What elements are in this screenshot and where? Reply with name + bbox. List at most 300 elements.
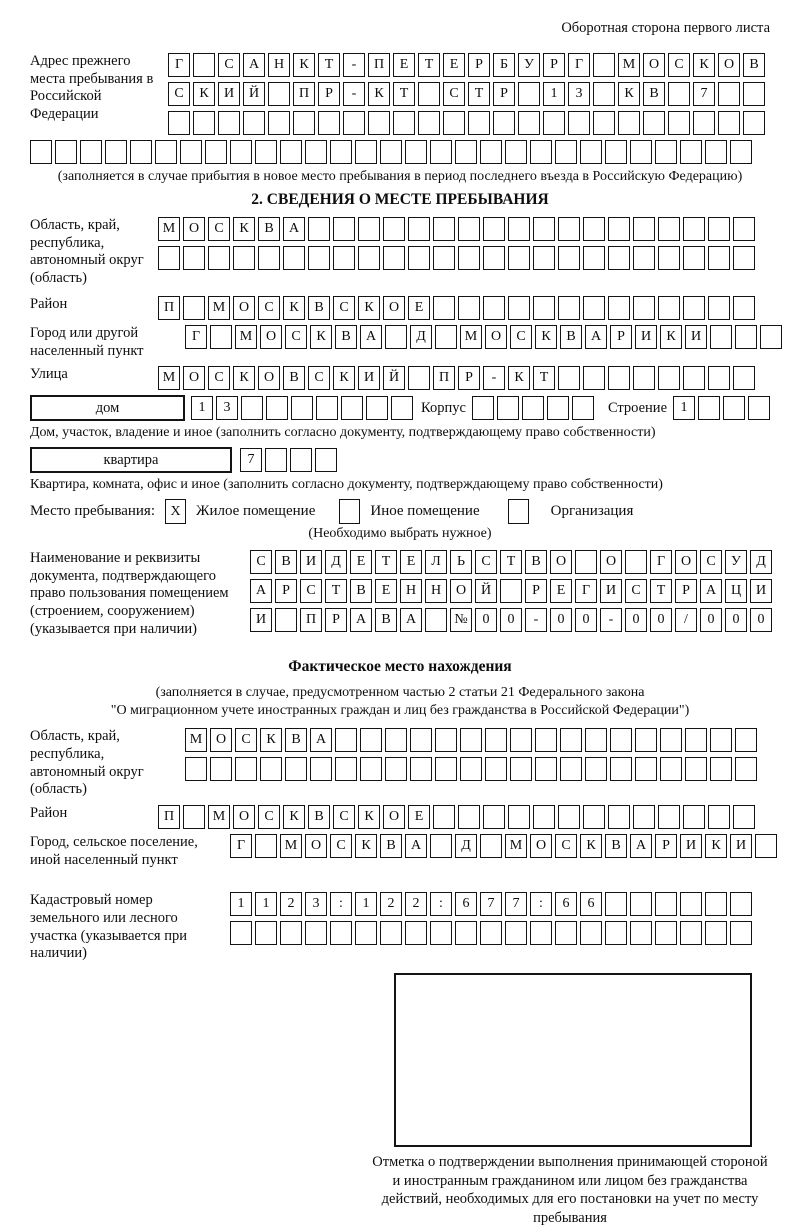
- char-cell[interactable]: [255, 140, 277, 164]
- char-cell[interactable]: В: [350, 579, 372, 603]
- char-cell[interactable]: Р: [525, 579, 547, 603]
- char-cell[interactable]: О: [260, 325, 282, 349]
- char-cell[interactable]: Т: [500, 550, 522, 574]
- char-cell[interactable]: [543, 111, 565, 135]
- char-cell[interactable]: [305, 140, 327, 164]
- char-cell[interactable]: Т: [375, 550, 397, 574]
- char-cell[interactable]: В: [525, 550, 547, 574]
- char-cell[interactable]: 0: [625, 608, 647, 632]
- char-cell[interactable]: [505, 140, 527, 164]
- char-cell[interactable]: [555, 140, 577, 164]
- char-cell[interactable]: [483, 217, 505, 241]
- char-cell[interactable]: М: [208, 805, 230, 829]
- char-cell[interactable]: Н: [268, 53, 290, 77]
- char-cell[interactable]: [255, 921, 277, 945]
- char-cell[interactable]: К: [283, 805, 305, 829]
- char-cell[interactable]: [593, 82, 615, 106]
- char-cell[interactable]: [668, 82, 690, 106]
- char-cell[interactable]: [508, 217, 530, 241]
- char-cell[interactable]: [485, 757, 507, 781]
- char-cell[interactable]: О: [550, 550, 572, 574]
- char-cell[interactable]: [280, 921, 302, 945]
- char-cell[interactable]: [333, 246, 355, 270]
- char-cell[interactable]: -: [483, 366, 505, 390]
- char-cell[interactable]: Г: [568, 53, 590, 77]
- char-cell[interactable]: [655, 921, 677, 945]
- char-cell[interactable]: И: [600, 579, 622, 603]
- char-cell[interactable]: [733, 296, 755, 320]
- char-cell[interactable]: [391, 396, 413, 420]
- char-cell[interactable]: [333, 217, 355, 241]
- char-cell[interactable]: Е: [443, 53, 465, 77]
- char-cell[interactable]: [583, 366, 605, 390]
- char-cell[interactable]: [308, 246, 330, 270]
- char-cell[interactable]: О: [485, 325, 507, 349]
- char-cell[interactable]: К: [355, 834, 377, 858]
- char-cell[interactable]: [385, 325, 407, 349]
- char-cell[interactable]: [455, 921, 477, 945]
- char-cell[interactable]: [366, 396, 388, 420]
- char-cell[interactable]: [718, 111, 740, 135]
- char-cell[interactable]: Е: [350, 550, 372, 574]
- char-cell[interactable]: [718, 82, 740, 106]
- char-cell[interactable]: [243, 111, 265, 135]
- char-cell[interactable]: [330, 140, 352, 164]
- char-cell[interactable]: [698, 396, 720, 420]
- char-cell[interactable]: [568, 111, 590, 135]
- char-cell[interactable]: Г: [168, 53, 190, 77]
- char-cell[interactable]: [455, 140, 477, 164]
- char-cell[interactable]: А: [585, 325, 607, 349]
- char-cell[interactable]: [680, 140, 702, 164]
- char-cell[interactable]: [733, 246, 755, 270]
- char-cell[interactable]: [480, 140, 502, 164]
- char-cell[interactable]: [493, 111, 515, 135]
- char-cell[interactable]: [408, 246, 430, 270]
- char-cell[interactable]: [730, 921, 752, 945]
- char-cell[interactable]: О: [305, 834, 327, 858]
- char-cell[interactable]: К: [233, 366, 255, 390]
- char-cell[interactable]: [655, 892, 677, 916]
- char-cell[interactable]: [155, 140, 177, 164]
- char-cell[interactable]: [410, 757, 432, 781]
- char-cell[interactable]: Б: [493, 53, 515, 77]
- char-cell[interactable]: И: [685, 325, 707, 349]
- char-cell[interactable]: [468, 111, 490, 135]
- char-cell[interactable]: [605, 140, 627, 164]
- char-cell[interactable]: [580, 140, 602, 164]
- char-cell[interactable]: [710, 325, 732, 349]
- char-cell[interactable]: В: [308, 805, 330, 829]
- char-cell[interactable]: 7: [480, 892, 502, 916]
- char-cell[interactable]: [418, 82, 440, 106]
- char-cell[interactable]: О: [600, 550, 622, 574]
- char-cell[interactable]: К: [660, 325, 682, 349]
- char-cell[interactable]: 0: [750, 608, 772, 632]
- char-cell[interactable]: Й: [243, 82, 265, 106]
- char-cell[interactable]: [241, 396, 263, 420]
- char-cell[interactable]: Т: [418, 53, 440, 77]
- char-cell[interactable]: [168, 111, 190, 135]
- char-cell[interactable]: [708, 805, 730, 829]
- char-cell[interactable]: [275, 608, 297, 632]
- char-cell[interactable]: 6: [455, 892, 477, 916]
- char-cell[interactable]: [710, 728, 732, 752]
- char-cell[interactable]: [660, 757, 682, 781]
- char-cell[interactable]: [735, 757, 757, 781]
- char-cell[interactable]: [230, 921, 252, 945]
- char-cell[interactable]: П: [158, 805, 180, 829]
- char-cell[interactable]: С: [258, 296, 280, 320]
- char-cell[interactable]: 3: [568, 82, 590, 106]
- char-cell[interactable]: [500, 579, 522, 603]
- char-cell[interactable]: [355, 140, 377, 164]
- char-cell[interactable]: А: [400, 608, 422, 632]
- char-cell[interactable]: О: [383, 296, 405, 320]
- char-cell[interactable]: П: [433, 366, 455, 390]
- char-cell[interactable]: О: [643, 53, 665, 77]
- char-cell[interactable]: [430, 140, 452, 164]
- char-cell[interactable]: [483, 296, 505, 320]
- char-cell[interactable]: 2: [380, 892, 402, 916]
- char-cell[interactable]: 6: [580, 892, 602, 916]
- char-cell[interactable]: [205, 140, 227, 164]
- char-cell[interactable]: [218, 111, 240, 135]
- char-cell[interactable]: Р: [543, 53, 565, 77]
- char-cell[interactable]: [458, 296, 480, 320]
- char-cell[interactable]: Й: [383, 366, 405, 390]
- char-cell[interactable]: О: [530, 834, 552, 858]
- char-cell[interactable]: [530, 140, 552, 164]
- char-cell[interactable]: [608, 366, 630, 390]
- char-cell[interactable]: [708, 296, 730, 320]
- char-cell[interactable]: [460, 757, 482, 781]
- char-cell[interactable]: [610, 757, 632, 781]
- char-cell[interactable]: [655, 140, 677, 164]
- char-cell[interactable]: [260, 757, 282, 781]
- char-cell[interactable]: К: [368, 82, 390, 106]
- char-cell[interactable]: [265, 448, 287, 472]
- char-cell[interactable]: 1: [673, 396, 695, 420]
- char-cell[interactable]: [383, 246, 405, 270]
- char-cell[interactable]: Р: [610, 325, 632, 349]
- char-cell[interactable]: И: [218, 82, 240, 106]
- char-cell[interactable]: [435, 325, 457, 349]
- char-cell[interactable]: [460, 728, 482, 752]
- char-cell[interactable]: [360, 757, 382, 781]
- char-cell[interactable]: [472, 396, 494, 420]
- char-cell[interactable]: В: [643, 82, 665, 106]
- char-cell[interactable]: [580, 921, 602, 945]
- char-cell[interactable]: А: [283, 217, 305, 241]
- char-cell[interactable]: [533, 296, 555, 320]
- char-cell[interactable]: [435, 728, 457, 752]
- char-cell[interactable]: [608, 246, 630, 270]
- char-cell[interactable]: Е: [393, 53, 415, 77]
- char-cell[interactable]: И: [635, 325, 657, 349]
- char-cell[interactable]: [658, 805, 680, 829]
- char-cell[interactable]: С: [208, 366, 230, 390]
- char-cell[interactable]: К: [333, 366, 355, 390]
- char-cell[interactable]: [558, 246, 580, 270]
- zhiloe-checkbox[interactable]: X: [165, 499, 186, 524]
- char-cell[interactable]: [710, 757, 732, 781]
- char-cell[interactable]: :: [530, 892, 552, 916]
- char-cell[interactable]: 0: [650, 608, 672, 632]
- char-cell[interactable]: [593, 111, 615, 135]
- char-cell[interactable]: [480, 921, 502, 945]
- char-cell[interactable]: О: [183, 366, 205, 390]
- char-cell[interactable]: [733, 217, 755, 241]
- char-cell[interactable]: [480, 834, 502, 858]
- char-cell[interactable]: [430, 921, 452, 945]
- char-cell[interactable]: [408, 217, 430, 241]
- char-cell[interactable]: В: [258, 217, 280, 241]
- char-cell[interactable]: Р: [655, 834, 677, 858]
- char-cell[interactable]: [572, 396, 594, 420]
- char-cell[interactable]: Р: [318, 82, 340, 106]
- char-cell[interactable]: [755, 834, 777, 858]
- char-cell[interactable]: В: [283, 366, 305, 390]
- char-cell[interactable]: [685, 728, 707, 752]
- char-cell[interactable]: [268, 111, 290, 135]
- char-cell[interactable]: Д: [410, 325, 432, 349]
- char-cell[interactable]: [555, 921, 577, 945]
- char-cell[interactable]: [618, 111, 640, 135]
- char-cell[interactable]: [685, 757, 707, 781]
- char-cell[interactable]: [723, 396, 745, 420]
- char-cell[interactable]: 1: [355, 892, 377, 916]
- char-cell[interactable]: [535, 757, 557, 781]
- char-cell[interactable]: [593, 53, 615, 77]
- char-cell[interactable]: 0: [725, 608, 747, 632]
- char-cell[interactable]: [105, 140, 127, 164]
- char-cell[interactable]: К: [283, 296, 305, 320]
- char-cell[interactable]: С: [168, 82, 190, 106]
- char-cell[interactable]: [508, 805, 530, 829]
- char-cell[interactable]: [705, 140, 727, 164]
- char-cell[interactable]: [558, 805, 580, 829]
- char-cell[interactable]: С: [475, 550, 497, 574]
- char-cell[interactable]: [730, 140, 752, 164]
- char-cell[interactable]: М: [505, 834, 527, 858]
- char-cell[interactable]: [558, 366, 580, 390]
- char-cell[interactable]: [608, 805, 630, 829]
- char-cell[interactable]: [558, 296, 580, 320]
- char-cell[interactable]: Ц: [725, 579, 747, 603]
- char-cell[interactable]: [435, 757, 457, 781]
- char-cell[interactable]: [233, 246, 255, 270]
- char-cell[interactable]: Е: [375, 579, 397, 603]
- char-cell[interactable]: [283, 246, 305, 270]
- char-cell[interactable]: [510, 728, 532, 752]
- char-cell[interactable]: У: [725, 550, 747, 574]
- char-cell[interactable]: Р: [325, 608, 347, 632]
- char-cell[interactable]: -: [525, 608, 547, 632]
- char-cell[interactable]: [368, 111, 390, 135]
- char-cell[interactable]: Т: [650, 579, 672, 603]
- char-cell[interactable]: О: [233, 805, 255, 829]
- char-cell[interactable]: [183, 246, 205, 270]
- char-cell[interactable]: С: [510, 325, 532, 349]
- char-cell[interactable]: [510, 757, 532, 781]
- char-cell[interactable]: [633, 366, 655, 390]
- char-cell[interactable]: М: [618, 53, 640, 77]
- char-cell[interactable]: 7: [240, 448, 262, 472]
- char-cell[interactable]: С: [285, 325, 307, 349]
- char-cell[interactable]: Г: [650, 550, 672, 574]
- char-cell[interactable]: П: [300, 608, 322, 632]
- char-cell[interactable]: [733, 805, 755, 829]
- char-cell[interactable]: [425, 608, 447, 632]
- char-cell[interactable]: [255, 834, 277, 858]
- char-cell[interactable]: [408, 366, 430, 390]
- char-cell[interactable]: [230, 140, 252, 164]
- char-cell[interactable]: С: [333, 296, 355, 320]
- char-cell[interactable]: Т: [393, 82, 415, 106]
- char-cell[interactable]: С: [443, 82, 465, 106]
- char-cell[interactable]: [30, 140, 52, 164]
- char-cell[interactable]: 3: [216, 396, 238, 420]
- char-cell[interactable]: В: [380, 834, 402, 858]
- char-cell[interactable]: С: [668, 53, 690, 77]
- char-cell[interactable]: [483, 805, 505, 829]
- char-cell[interactable]: [630, 921, 652, 945]
- char-cell[interactable]: [683, 217, 705, 241]
- char-cell[interactable]: [341, 396, 363, 420]
- char-cell[interactable]: [705, 921, 727, 945]
- char-cell[interactable]: [668, 111, 690, 135]
- char-cell[interactable]: А: [700, 579, 722, 603]
- char-cell[interactable]: Л: [425, 550, 447, 574]
- char-cell[interactable]: [733, 366, 755, 390]
- char-cell[interactable]: М: [460, 325, 482, 349]
- char-cell[interactable]: Т: [468, 82, 490, 106]
- char-cell[interactable]: 7: [505, 892, 527, 916]
- char-cell[interactable]: М: [158, 217, 180, 241]
- char-cell[interactable]: С: [208, 217, 230, 241]
- char-cell[interactable]: Р: [468, 53, 490, 77]
- char-cell[interactable]: -: [343, 53, 365, 77]
- char-cell[interactable]: К: [693, 53, 715, 77]
- char-cell[interactable]: Е: [550, 579, 572, 603]
- char-cell[interactable]: У: [518, 53, 540, 77]
- char-cell[interactable]: Г: [185, 325, 207, 349]
- char-cell[interactable]: К: [260, 728, 282, 752]
- char-cell[interactable]: А: [250, 579, 272, 603]
- char-cell[interactable]: [633, 805, 655, 829]
- char-cell[interactable]: М: [235, 325, 257, 349]
- char-cell[interactable]: [643, 111, 665, 135]
- char-cell[interactable]: [560, 757, 582, 781]
- char-cell[interactable]: [633, 217, 655, 241]
- char-cell[interactable]: 0: [575, 608, 597, 632]
- char-cell[interactable]: Н: [400, 579, 422, 603]
- char-cell[interactable]: [708, 217, 730, 241]
- char-cell[interactable]: Р: [493, 82, 515, 106]
- char-cell[interactable]: [610, 728, 632, 752]
- char-cell[interactable]: В: [375, 608, 397, 632]
- char-cell[interactable]: П: [368, 53, 390, 77]
- char-cell[interactable]: [308, 217, 330, 241]
- char-cell[interactable]: К: [233, 217, 255, 241]
- char-cell[interactable]: [193, 53, 215, 77]
- char-cell[interactable]: [291, 396, 313, 420]
- char-cell[interactable]: [608, 217, 630, 241]
- char-cell[interactable]: 1: [255, 892, 277, 916]
- char-cell[interactable]: [318, 111, 340, 135]
- char-cell[interactable]: [533, 246, 555, 270]
- org-checkbox[interactable]: [508, 499, 529, 524]
- char-cell[interactable]: [708, 246, 730, 270]
- char-cell[interactable]: В: [275, 550, 297, 574]
- char-cell[interactable]: [315, 448, 337, 472]
- char-cell[interactable]: О: [718, 53, 740, 77]
- char-cell[interactable]: Р: [275, 579, 297, 603]
- char-cell[interactable]: С: [235, 728, 257, 752]
- char-cell[interactable]: И: [750, 579, 772, 603]
- char-cell[interactable]: И: [358, 366, 380, 390]
- char-cell[interactable]: О: [210, 728, 232, 752]
- char-cell[interactable]: [485, 728, 507, 752]
- char-cell[interactable]: Е: [400, 550, 422, 574]
- char-cell[interactable]: [418, 111, 440, 135]
- char-cell[interactable]: Н: [425, 579, 447, 603]
- char-cell[interactable]: [522, 396, 544, 420]
- char-cell[interactable]: [583, 805, 605, 829]
- char-cell[interactable]: С: [258, 805, 280, 829]
- char-cell[interactable]: В: [285, 728, 307, 752]
- char-cell[interactable]: [658, 246, 680, 270]
- char-cell[interactable]: Г: [230, 834, 252, 858]
- char-cell[interactable]: [383, 217, 405, 241]
- char-cell[interactable]: [560, 728, 582, 752]
- char-cell[interactable]: [193, 111, 215, 135]
- char-cell[interactable]: [508, 296, 530, 320]
- char-cell[interactable]: С: [300, 579, 322, 603]
- char-cell[interactable]: [680, 892, 702, 916]
- char-cell[interactable]: [285, 757, 307, 781]
- char-cell[interactable]: С: [250, 550, 272, 574]
- char-cell[interactable]: П: [293, 82, 315, 106]
- char-cell[interactable]: Р: [458, 366, 480, 390]
- char-cell[interactable]: Й: [475, 579, 497, 603]
- char-cell[interactable]: 0: [700, 608, 722, 632]
- char-cell[interactable]: С: [308, 366, 330, 390]
- char-cell[interactable]: И: [730, 834, 752, 858]
- char-cell[interactable]: О: [233, 296, 255, 320]
- char-cell[interactable]: [483, 246, 505, 270]
- char-cell[interactable]: [343, 111, 365, 135]
- char-cell[interactable]: №: [450, 608, 472, 632]
- char-cell[interactable]: [208, 246, 230, 270]
- char-cell[interactable]: В: [560, 325, 582, 349]
- char-cell[interactable]: [410, 728, 432, 752]
- char-cell[interactable]: [547, 396, 569, 420]
- char-cell[interactable]: К: [535, 325, 557, 349]
- char-cell[interactable]: [585, 728, 607, 752]
- char-cell[interactable]: [680, 921, 702, 945]
- char-cell[interactable]: 0: [500, 608, 522, 632]
- char-cell[interactable]: [258, 246, 280, 270]
- char-cell[interactable]: [210, 325, 232, 349]
- char-cell[interactable]: О: [675, 550, 697, 574]
- char-cell[interactable]: [683, 246, 705, 270]
- char-cell[interactable]: [305, 921, 327, 945]
- char-cell[interactable]: [80, 140, 102, 164]
- char-cell[interactable]: [290, 448, 312, 472]
- char-cell[interactable]: [518, 82, 540, 106]
